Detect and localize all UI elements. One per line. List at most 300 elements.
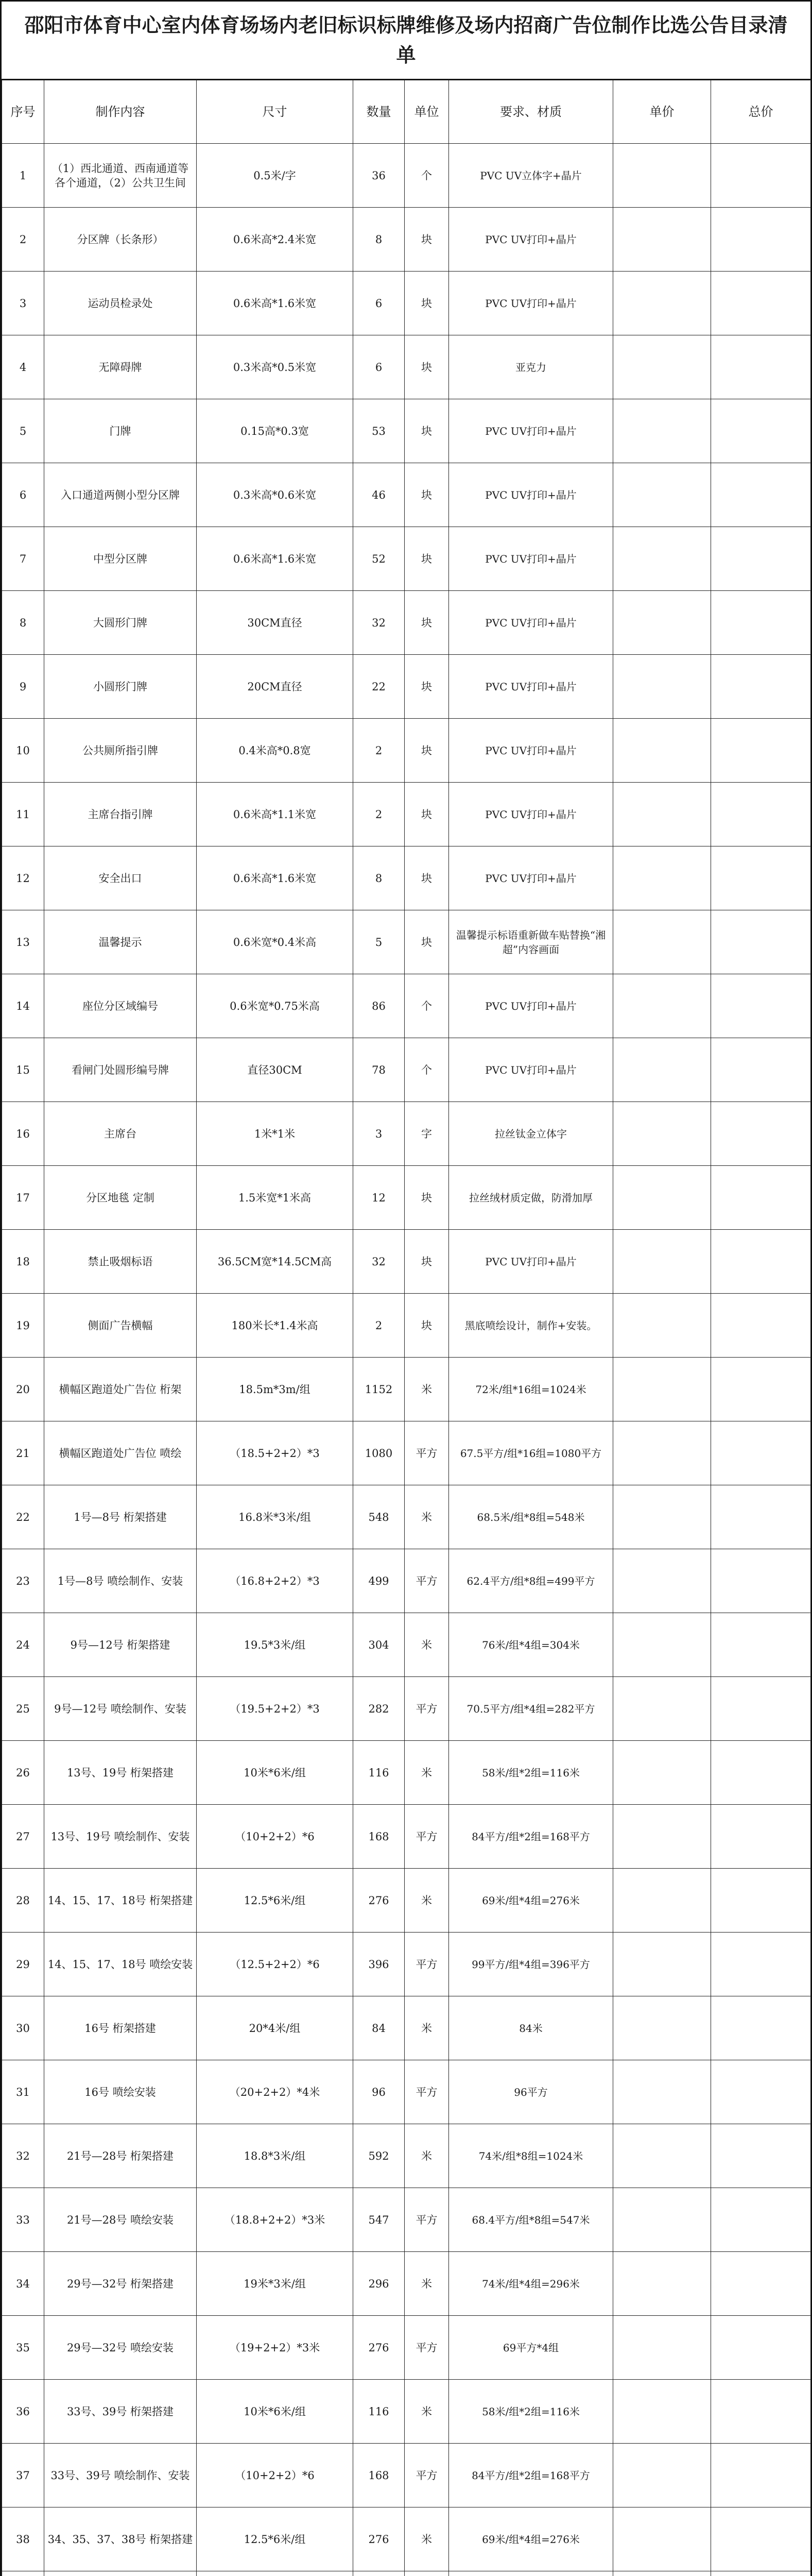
cell-total-price [711,208,811,272]
cell-total-price [711,335,811,399]
cell-no: 26 [2,1741,44,1805]
cell-size: 19.5*3米/组 [197,1613,353,1677]
cell-size: 0.6米宽*0.4米高 [197,910,353,974]
cell-qty: 32 [353,1230,405,1294]
cell-no: 27 [2,1805,44,1869]
cell-size: 10米*6米/组 [197,1741,353,1805]
cell-content: 公共厕所指引牌 [44,719,197,783]
cell-total-price [711,846,811,910]
table-row [2,655,811,719]
cell-requirement: PVC UV打印+晶片 [449,272,613,335]
cell-qty [353,2571,405,2576]
cell-unit: 个 [405,144,449,208]
cell-size: 直径30CM [197,1038,353,1102]
cell-requirement: 84平方/组*2组=168平方 [449,1805,613,1869]
cell-qty: 168 [353,1805,405,1869]
table-row [2,1102,811,1166]
cell-requirement [449,2571,613,2576]
cell-unit-price [613,591,711,655]
cell-qty: 276 [353,1869,405,1933]
cell-unit: 字 [405,1102,449,1166]
cell-requirement: 69米/组*4组=276米 [449,1869,613,1933]
cell-qty: 96 [353,2060,405,2124]
cell-content: 13号、19号 喷绘制作、安装 [44,1805,197,1869]
cell-requirement: 70.5平方/组*4组=282平方 [449,1677,613,1741]
table-row [2,208,811,272]
cell-qty: 8 [353,846,405,910]
header-row [2,80,811,144]
cell-no: 5 [2,399,44,463]
cell-unit-price [613,783,711,846]
cell-size: （10+2+2）*6 [197,2444,353,2507]
cell-unit: 块 [405,1294,449,1358]
cell-content: 29号—32号 桁架搭建 [44,2252,197,2316]
cell-unit-price [613,1613,711,1677]
cell-total-price [711,974,811,1038]
table-row [2,1741,811,1805]
cell-content: 入口通道两侧小型分区牌 [44,463,197,527]
cell-unit: 米 [405,1741,449,1805]
cell-size: （19.5+2+2）*3 [197,1677,353,1741]
cell-no: 9 [2,655,44,719]
cell-unit-price [613,1102,711,1166]
cell-requirement: 62.4平方/组*8组=499平方 [449,1549,613,1613]
cell-requirement: 76米/组*4组=304米 [449,1613,613,1677]
cell-total-price [711,1038,811,1102]
cell-total-price [711,1677,811,1741]
cell-no: 18 [2,1230,44,1294]
cell-total-price [711,1805,811,1869]
cell-no [2,2571,44,2576]
cell-content: 主席台 [44,1102,197,1166]
cell-qty: 2 [353,1294,405,1358]
cell-requirement: PVC UV打印+晶片 [449,783,613,846]
cell-total-price [711,2060,811,2124]
cell-content: 运动员检录处 [44,272,197,335]
cell-no: 1 [2,144,44,208]
cell-unit-price [613,1038,711,1102]
table-row [2,1549,811,1613]
cell-total-price [711,910,811,974]
cell-size: 36.5CM宽*14.5CM高 [197,1230,353,1294]
cell-qty: 116 [353,2380,405,2444]
table-row [2,591,811,655]
cell-requirement: PVC UV打印+晶片 [449,399,613,463]
table-row [2,1358,811,1421]
cell-unit: 平方 [405,1421,449,1485]
cell-no: 30 [2,1996,44,2060]
cell-unit: 块 [405,272,449,335]
header-no: 序号 [2,80,44,144]
cell-unit [405,2571,449,2576]
cell-unit: 块 [405,463,449,527]
table-row [2,2571,811,2576]
table-row [2,1485,811,1549]
cell-qty: 499 [353,1549,405,1613]
table-row [2,399,811,463]
cell-unit-price [613,1358,711,1421]
cell-unit: 米 [405,2124,449,2188]
cell-unit-price [613,1421,711,1485]
cell-requirement: 58米/组*2组=116米 [449,1741,613,1805]
cell-size: 12.5*6米/组 [197,1869,353,1933]
cell-size: （16.8+2+2）*3 [197,1549,353,1613]
cell-size: 0.6米宽*0.75米高 [197,974,353,1038]
cell-content: 中型分区牌 [44,527,197,591]
cell-content: 横幅区跑道处广告位 喷绘 [44,1421,197,1485]
table-row [2,1677,811,1741]
cell-qty: 2 [353,783,405,846]
cell-content: 34、35、37、38号 桁架搭建 [44,2507,197,2571]
document-title: 邵阳市体育中心室内体育场场内老旧标识标牌维修及场内招商广告位制作比选公告目录清单 [2,2,810,80]
cell-content: 9号—12号 喷绘制作、安装 [44,1677,197,1741]
cell-qty: 53 [353,399,405,463]
cell-requirement: PVC UV打印+晶片 [449,655,613,719]
cell-qty: 52 [353,527,405,591]
cell-requirement: 99平方/组*4组=396平方 [449,1933,613,1996]
cell-requirement: 96平方 [449,2060,613,2124]
header-unit-price: 单价 [613,80,711,144]
cell-qty: 5 [353,910,405,974]
table-row [2,272,811,335]
cell-unit-price [613,2571,711,2576]
cell-unit: 平方 [405,1549,449,1613]
cell-qty: 6 [353,335,405,399]
cell-content: 小圆形门牌 [44,655,197,719]
cell-unit: 米 [405,2380,449,2444]
table-row [2,1613,811,1677]
header-size: 尺寸 [197,80,353,144]
cell-size: 0.4米高*0.8宽 [197,719,353,783]
cell-unit: 块 [405,1230,449,1294]
cell-size: 180米长*1.4米高 [197,1294,353,1358]
cell-unit: 块 [405,846,449,910]
table-row [2,783,811,846]
header-qty: 数量 [353,80,405,144]
table-row [2,719,811,783]
cell-no: 31 [2,2060,44,2124]
cell-unit: 米 [405,1485,449,1549]
cell-content: 侧面广告横幅 [44,1294,197,1358]
item-table [2,80,811,2576]
header-unit: 单位 [405,80,449,144]
cell-total-price [711,1869,811,1933]
cell-content: 21号—28号 喷绘安装 [44,2188,197,2252]
cell-size: 1米*1米 [197,1102,353,1166]
cell-unit-price [613,2444,711,2507]
cell-unit-price [613,846,711,910]
cell-qty: 3 [353,1102,405,1166]
cell-qty: 1152 [353,1358,405,1421]
cell-content: 禁止吸烟标语 [44,1230,197,1294]
cell-size: 0.6米高*2.4米宽 [197,208,353,272]
cell-size: （19+2+2）*3米 [197,2316,353,2380]
cell-requirement: PVC UV打印+晶片 [449,463,613,527]
cell-requirement: 69平方*4组 [449,2316,613,2380]
cell-no: 28 [2,1869,44,1933]
cell-qty: 276 [353,2316,405,2380]
table-row [2,144,811,208]
cell-unit: 块 [405,783,449,846]
cell-total-price [711,1358,811,1421]
cell-unit-price [613,399,711,463]
cell-qty: 592 [353,2124,405,2188]
cell-total-price [711,1102,811,1166]
cell-total-price [711,1485,811,1549]
cell-size: 10米*6米/组 [197,2380,353,2444]
cell-qty: 282 [353,1677,405,1741]
cell-qty: 8 [353,208,405,272]
cell-no: 32 [2,2124,44,2188]
cell-unit-price [613,1677,711,1741]
cell-qty: 6 [353,272,405,335]
cell-size: （20+2+2）*4米 [197,2060,353,2124]
cell-size: 18.8*3米/组 [197,2124,353,2188]
cell-no: 6 [2,463,44,527]
cell-size: 19米*3米/组 [197,2252,353,2316]
cell-requirement: 拉丝绒材质定做，防滑加厚 [449,1166,613,1230]
cell-no: 37 [2,2444,44,2507]
cell-requirement: PVC UV打印+晶片 [449,527,613,591]
table-row [2,2188,811,2252]
cell-unit-price [613,272,711,335]
cell-unit: 个 [405,974,449,1038]
table-row [2,1166,811,1230]
cell-unit-price [613,1869,711,1933]
cell-no: 13 [2,910,44,974]
cell-content: 横幅区跑道处广告位 桁架 [44,1358,197,1421]
cell-qty: 548 [353,1485,405,1549]
cell-unit: 块 [405,335,449,399]
cell-size: 1.5米宽*1米高 [197,1166,353,1230]
cell-total-price [711,399,811,463]
cell-total-price [711,2188,811,2252]
cell-unit-price [613,2188,711,2252]
cell-requirement: 74米/组*8组=1024米 [449,2124,613,2188]
cell-no: 23 [2,1549,44,1613]
cell-requirement: 68.4平方/组*8组=547米 [449,2188,613,2252]
cell-no: 35 [2,2316,44,2380]
cell-requirement: PVC UV立体字+晶片 [449,144,613,208]
cell-unit: 块 [405,399,449,463]
cell-total-price [711,1166,811,1230]
cell-unit: 平方 [405,2060,449,2124]
cell-unit-price [613,655,711,719]
cell-requirement: PVC UV打印+晶片 [449,1230,613,1294]
table-row [2,2507,811,2571]
cell-requirement: PVC UV打印+晶片 [449,846,613,910]
cell-total-price [711,144,811,208]
cell-unit-price [613,208,711,272]
cell-total-price [711,272,811,335]
cell-unit: 块 [405,655,449,719]
cell-requirement: 拉丝钛金立体字 [449,1102,613,1166]
cell-unit-price [613,1805,711,1869]
cell-content: 无障碍牌 [44,335,197,399]
cell-size: 0.3米高*0.6米宽 [197,463,353,527]
cell-content: 1号—8号 桁架搭建 [44,1485,197,1549]
table-row [2,1869,811,1933]
cell-total-price [711,655,811,719]
cell-unit-price [613,2060,711,2124]
cell-requirement: 亚克力 [449,335,613,399]
cell-no: 4 [2,335,44,399]
cell-size: 0.6米高*1.6米宽 [197,272,353,335]
cell-no: 22 [2,1485,44,1549]
cell-qty: 547 [353,2188,405,2252]
cell-total-price [711,1421,811,1485]
cell-unit: 米 [405,2252,449,2316]
cell-no: 21 [2,1421,44,1485]
cell-total-price [711,1294,811,1358]
cell-unit: 块 [405,208,449,272]
cell-requirement: PVC UV打印+晶片 [449,1038,613,1102]
header-total-price: 总价 [711,80,811,144]
cell-no: 11 [2,783,44,846]
cell-total-price [711,2571,811,2576]
cell-requirement: 68.5米/组*8组=548米 [449,1485,613,1549]
cell-total-price [711,527,811,591]
table-row [2,463,811,527]
cell-size: （12.5+2+2）*6 [197,1933,353,1996]
cell-unit: 米 [405,1869,449,1933]
cell-unit: 块 [405,910,449,974]
cell-requirement: 温馨提示标语重新做车贴替换“湘超”内容画面 [449,910,613,974]
cell-total-price [711,1613,811,1677]
cell-size: 16.8米*3米/组 [197,1485,353,1549]
cell-size: 20*4米/组 [197,1996,353,2060]
cell-unit: 平方 [405,2188,449,2252]
cell-unit-price [613,144,711,208]
cell-content: 13号、19号 桁架搭建 [44,1741,197,1805]
cell-content: 21号—28号 桁架搭建 [44,2124,197,2188]
cell-content: 分区地毯 定制 [44,1166,197,1230]
cell-no: 10 [2,719,44,783]
cell-total-price [711,1996,811,2060]
cell-total-price [711,783,811,846]
cell-unit: 米 [405,1996,449,2060]
cell-unit-price [613,463,711,527]
cell-requirement: 84平方/组*2组=168平方 [449,2444,613,2507]
cell-unit-price [613,1166,711,1230]
table-row [2,910,811,974]
cell-total-price [711,2507,811,2571]
cell-total-price [711,2252,811,2316]
cell-unit-price [613,2380,711,2444]
cell-unit-price [613,335,711,399]
cell-unit: 平方 [405,1805,449,1869]
cell-no: 24 [2,1613,44,1677]
cell-unit-price [613,1549,711,1613]
cell-size: 0.6米高*1.6米宽 [197,527,353,591]
cell-total-price [711,1933,811,1996]
table-row [2,527,811,591]
cell-size: 0.6米高*1.1米宽 [197,783,353,846]
cell-unit-price [613,1933,711,1996]
cell-no: 20 [2,1358,44,1421]
cell-size: （18.8+2+2）*3米 [197,2188,353,2252]
cell-qty: 86 [353,974,405,1038]
cell-content: 1号—8号 喷绘制作、安装 [44,1549,197,1613]
cell-requirement: 72米/组*16组=1024米 [449,1358,613,1421]
table-row [2,1933,811,1996]
cell-unit-price [613,1294,711,1358]
cell-size: 12.5*6米/组 [197,2507,353,2571]
cell-total-price [711,719,811,783]
cell-total-price [711,2380,811,2444]
cell-unit-price [613,1741,711,1805]
cell-total-price [711,2444,811,2507]
cell-total-price [711,591,811,655]
cell-content: 看闸门处圆形编号牌 [44,1038,197,1102]
cell-total-price [711,1741,811,1805]
table-row [2,2380,811,2444]
cell-unit-price [613,910,711,974]
cell-qty: 84 [353,1996,405,2060]
cell-qty: 396 [353,1933,405,1996]
cell-no: 38 [2,2507,44,2571]
cell-qty: 78 [353,1038,405,1102]
cell-no: 14 [2,974,44,1038]
cell-unit-price [613,719,711,783]
cell-qty: 304 [353,1613,405,1677]
cell-unit-price [613,2507,711,2571]
cell-no: 17 [2,1166,44,1230]
cell-qty: 116 [353,1741,405,1805]
cell-no: 3 [2,272,44,335]
table-row [2,2124,811,2188]
cell-qty: 1080 [353,1421,405,1485]
cell-requirement: PVC UV打印+晶片 [449,591,613,655]
cell-content: 33号、39号 喷绘制作、安装 [44,2444,197,2507]
cell-requirement: 58米/组*2组=116米 [449,2380,613,2444]
cell-unit-price [613,2252,711,2316]
cell-total-price [711,1230,811,1294]
cell-no: 29 [2,1933,44,1996]
table-row [2,974,811,1038]
cell-size [197,2571,353,2576]
cell-no: 12 [2,846,44,910]
cell-unit: 平方 [405,1677,449,1741]
header-requirement: 要求、材质 [449,80,613,144]
table-row [2,1996,811,2060]
cell-qty: 2 [353,719,405,783]
cell-requirement: 84米 [449,1996,613,2060]
cell-unit: 米 [405,1613,449,1677]
cell-qty: 32 [353,591,405,655]
cell-content: 分区牌（长条形） [44,208,197,272]
cell-size: 0.6米高*1.6米宽 [197,846,353,910]
cell-requirement: 69米/组*4组=276米 [449,2507,613,2571]
table-body [2,144,811,2576]
cell-unit: 个 [405,1038,449,1102]
cell-content: 主席台指引牌 [44,783,197,846]
cell-content: 16号 桁架搭建 [44,1996,197,2060]
cell-requirement: 黑底喷绘设计，制作+安装。 [449,1294,613,1358]
cell-unit-price [613,1996,711,2060]
cell-qty: 168 [353,2444,405,2507]
cell-no: 8 [2,591,44,655]
cell-content: 座位分区域编号 [44,974,197,1038]
cell-qty: 276 [353,2507,405,2571]
cell-total-price [711,463,811,527]
table-row [2,2444,811,2507]
cell-requirement: PVC UV打印+晶片 [449,974,613,1038]
cell-qty: 22 [353,655,405,719]
cell-requirement: 74米/组*4组=296米 [449,2252,613,2316]
cell-content: 14、15、17、18号 喷绘安装 [44,1933,197,1996]
cell-content: 9号—12号 桁架搭建 [44,1613,197,1677]
